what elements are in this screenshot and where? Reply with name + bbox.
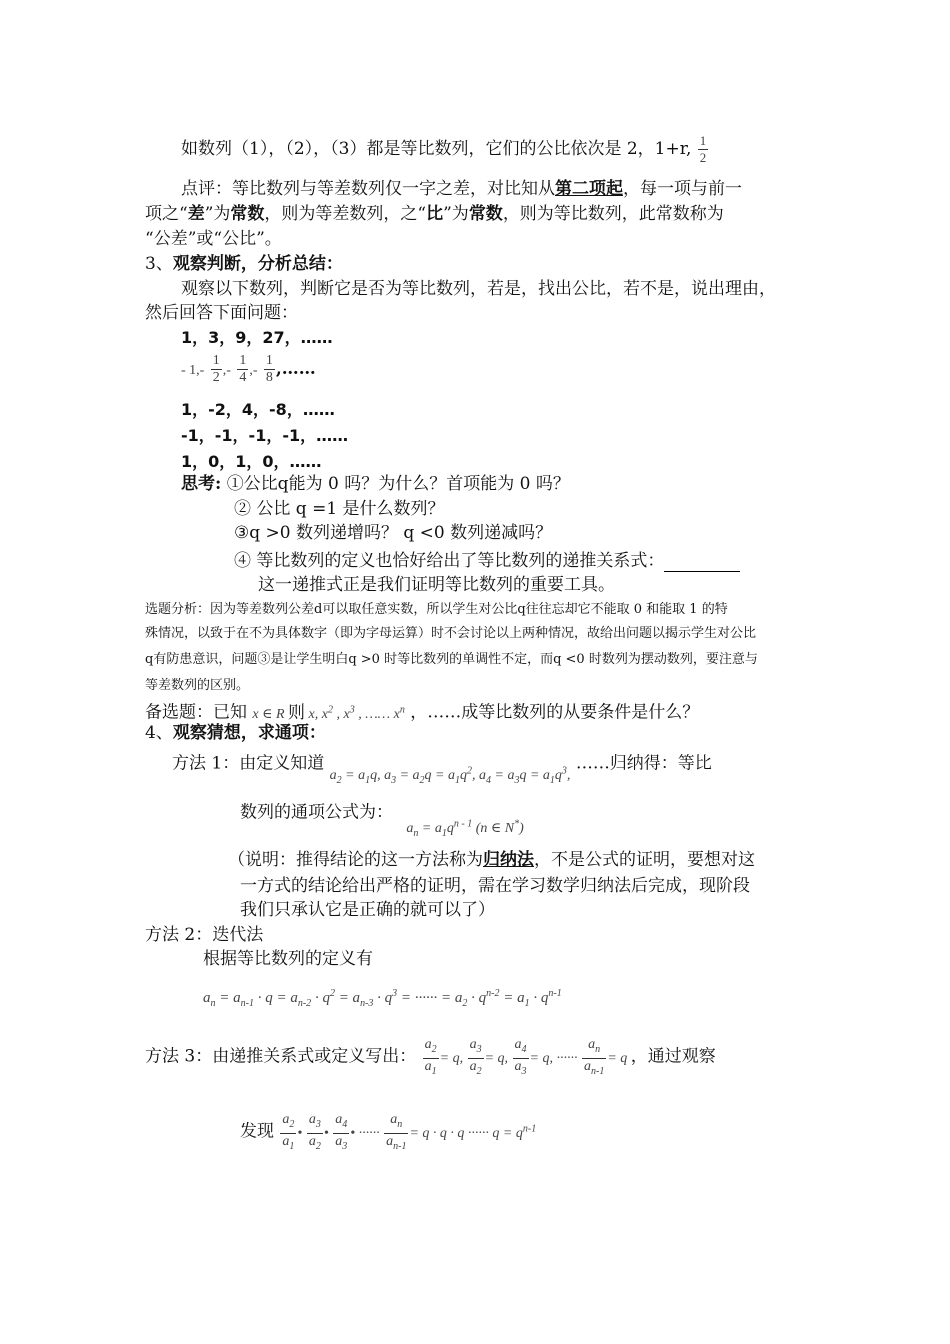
note-line-4: 等差数列的区别。 — [145, 678, 250, 693]
method-1-tail: ……归纳得：等比 — [575, 753, 712, 774]
induction-term: 归纳法 — [483, 850, 534, 870]
comment-line-2 — [145, 203, 724, 225]
discovery-line — [240, 1112, 536, 1155]
t: ，不是公式的证明，要想对这 — [534, 850, 755, 870]
bi-bold: 比 — [426, 204, 444, 224]
frac-num: 1 — [699, 133, 707, 148]
t: ”为 — [443, 204, 469, 224]
method-3-line — [145, 1037, 716, 1080]
method-2-line: 方法 2：迭代法 — [145, 925, 264, 945]
explain-line-1 — [228, 849, 755, 871]
observe-line-1: 观察以下数列，判断它是否为等比数列，若是，找出公比，若不是，说出理由， — [181, 279, 776, 299]
backup-a: 备选题：已知 — [145, 702, 247, 723]
sequence-5: 1，0，1，0，…… — [181, 452, 322, 471]
iteration-formula — [203, 983, 562, 1015]
method-1-label: 方法 1：由定义知道 — [172, 753, 325, 774]
sequence-1: 1，3，9，27，…… — [181, 328, 333, 347]
section-3-heading — [145, 253, 343, 275]
comment-text-2: ，每一项与前一 — [623, 179, 742, 199]
section-4-heading — [145, 722, 326, 744]
changshu-bold-2: 常数 — [468, 204, 503, 224]
think-line-4 — [234, 550, 740, 572]
comment-text: 点评：等比数列与等差数列仅一字之差，对比知从 — [181, 179, 555, 199]
comment-line-3: “公差”或“公比”。 — [145, 229, 282, 249]
sequence-2: - 1,- $\frac{1}{2}$ ,- $\frac{1}{4}$ ,- $\frac{1}{8}$ ,…… — [181, 353, 316, 385]
method-3-tail: ，通过观察 — [630, 1046, 716, 1067]
method-1-line — [172, 750, 712, 786]
t: 项之“ — [145, 204, 188, 224]
discovery-label: 发现 — [240, 1121, 274, 1142]
method-1-formula: a2 = a1q, a3 = a2q = a1q2, a4 = a3q = a1q3, — [329, 765, 571, 786]
seq2-start: - 1,- — [181, 363, 205, 378]
line-ratios — [181, 133, 709, 166]
comment-emphasis: 第二项起 — [555, 179, 623, 199]
think-q4: ④ 等比数列的定义也恰好给出了等比数列的递推关系式： — [234, 551, 665, 571]
t: （说明：推得结论的这一方法称为 — [228, 850, 483, 870]
think-label: 思考: — [181, 474, 222, 494]
cha-bold: 差 — [187, 204, 205, 224]
frac-eighth: $\frac{1}{8}$ — [265, 353, 273, 385]
think-line-1 — [181, 473, 570, 495]
section-title: 观察判断，分析总结： — [172, 254, 343, 274]
t: ，则为等差数列，之“ — [264, 204, 427, 224]
discovery-formula: $\frac{a_2}{a_1}$ • $\frac{a_3}{a_2}$ • $\frac{a_4}{a_3}$ • ······ $\frac{a_n}{a_{n-1}}$ = q · q · q ······ $q = q^{n-1}$ — [282, 1112, 537, 1152]
sequence-3: 1，-2，4，-8，…… — [181, 400, 335, 419]
think-q1: ①公比q能为 0 吗？为什么？首项能为 0 吗？ — [226, 474, 570, 494]
note-line-2: 殊情况，以致于在不为具体数字（即为字母运算）时不会讨论以上两种情况，故给出问题以揭示学生对公比 — [145, 626, 757, 641]
t: ，则为等比数列，此常数称为 — [502, 204, 724, 224]
frac-quarter: $\frac{1}{4}$ — [239, 353, 247, 385]
comment-line — [181, 178, 742, 200]
section-title: 观察猜想，求通项： — [172, 723, 326, 743]
half-fraction — [698, 133, 709, 166]
observe-line-2: 然后回答下面问题： — [145, 303, 298, 323]
think-line-2: ② 公比 q =1 是什么数列？ — [234, 499, 445, 519]
section-number: 4、 — [145, 723, 173, 743]
sequence-4: -1，-1，-1，-1，…… — [181, 426, 349, 445]
general-term-label: 数列的通项公式为： — [240, 802, 393, 823]
iteration-math: $a_n = a_{n-1} \cdot q = a_{n-2} \cdot q^2 = a_{n-3} \cdot q^3$ = ······ = $a_2 \cdot q^{n-2} = a_1 \cdot q^{n-1}$ — [203, 988, 562, 1009]
think-line-5: 这一递推式正是我们证明等比数列的重要工具。 — [258, 575, 615, 595]
note-line-1: 选题分析：因为等差数列公差d可以取任意实数，所以学生对公比q往往忘却它不能取 0 和能取 1 的特 — [145, 602, 728, 617]
think-line-3: ③q >0 数列递增吗？ q <0 数列递减吗？ — [234, 523, 553, 543]
changshu-bold: 常数 — [230, 204, 265, 224]
backup-math: x ∈ R 则 x, $x^2$ , $x^3$ , …… $x^n$ — [252, 702, 405, 723]
note-line-3: q有防患意识，问题③是让学生明白q >0 时等比数列的单调性不定，而q <0 时数列为摆动数列，要注意与 — [145, 652, 758, 667]
explain-line-2: 一方式的结论给出严格的证明，需在学习数学归纳法后完成，现阶段 — [240, 876, 750, 896]
backup-b: ，……成等比数列的从要条件是什么？ — [410, 702, 700, 723]
seq2-end: ,…… — [275, 359, 316, 379]
frac-half: $\frac{1}{2}$ — [212, 353, 220, 385]
general-term-line — [240, 799, 524, 839]
t: ”为 — [204, 204, 231, 224]
general-term-formula: an = a1qn - 1 (n ∈ N*) — [406, 818, 524, 839]
ratios-text: 如数列（1），（2），（3）都是等比数列，它们的公比依次是 2，1+r, — [181, 139, 692, 159]
section-number: 3、 — [145, 254, 173, 274]
answer-blank[interactable] — [664, 555, 740, 572]
explain-line-3: 我们只承认它是正确的就可以了） — [240, 900, 495, 920]
method-3-label: 方法 3：由递推关系式或定义写出： — [145, 1046, 417, 1067]
method-3-formula: $\frac{a_2}{a_1}$ = q, $\frac{a_3}{a_2}$ = q, $\frac{a_4}{a_3}$ = q, ······ $\frac{a_n}{a_{n-1}}$ = q — [424, 1037, 631, 1077]
method-2-desc: 根据等比数列的定义有 — [203, 949, 373, 969]
frac-den: 2 — [699, 150, 707, 165]
